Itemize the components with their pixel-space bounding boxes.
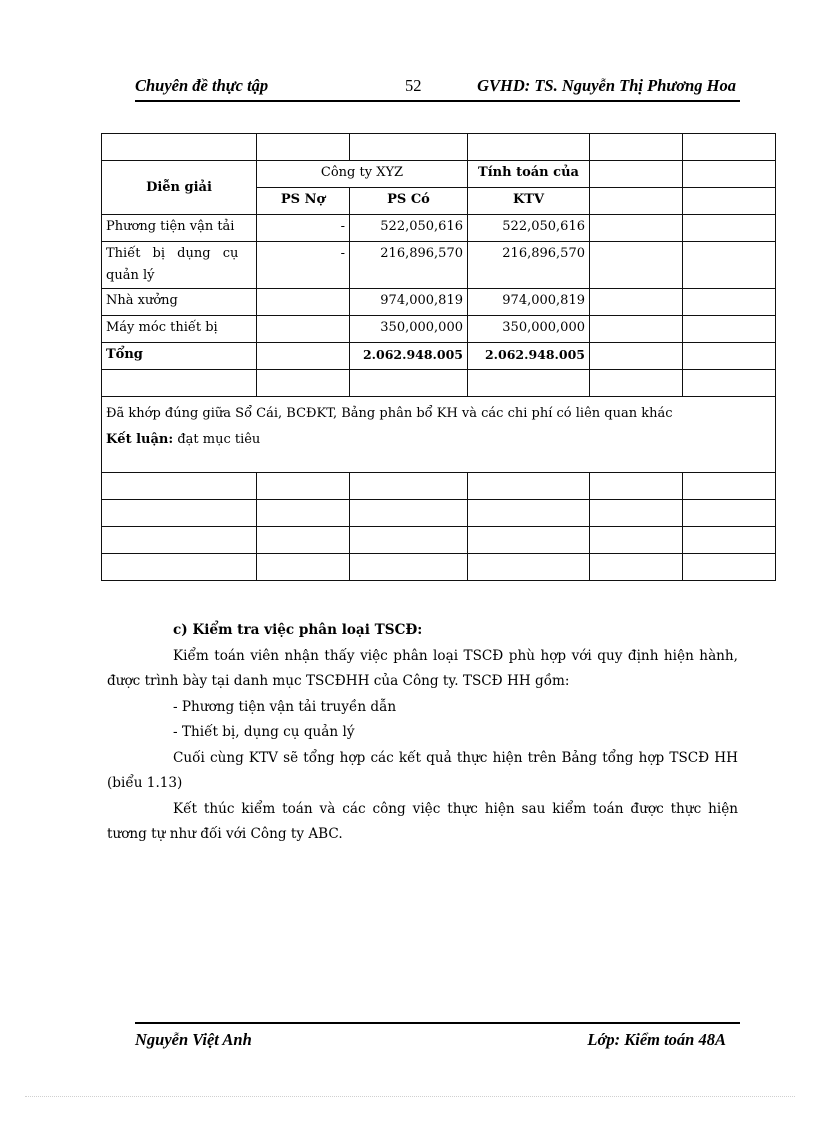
row-ps-co: 216,896,570: [350, 242, 468, 289]
col-header-ps-co: PS Có: [350, 188, 468, 215]
row-desc: [102, 242, 257, 289]
header-title: Chuyên đề thực tập: [135, 76, 269, 95]
row-ps-co: 350,000,000: [350, 316, 468, 343]
col-header-ps-no: PS Nợ: [257, 188, 350, 215]
paragraph: Kiểm toán viên nhận thấy việc phân loại TSCĐ phù hợp với quy định hiện hành, được trình bày tại danh mục TSCĐHH của Công ty. TSCĐ HH gồm:: [107, 647, 738, 689]
row-ps-no: -: [257, 215, 350, 242]
row-desc-line-2: quản lý: [106, 268, 155, 283]
page-footer: [135, 1022, 740, 1050]
row-ps-co: 974,000,819: [350, 289, 468, 316]
table-row: [102, 242, 776, 289]
row-ps-no: -: [257, 242, 350, 289]
paragraph: Kết thúc kiểm toán và các công việc thực hiện sau kiểm toán được thực hiện tương tự như đối với Công ty ABC.: [107, 800, 738, 842]
working-paper-table: [101, 133, 775, 568]
table-row: [102, 500, 776, 527]
total-ktv: 2.062.948.005: [468, 343, 590, 370]
body-text: [107, 618, 738, 848]
conclusion-text: đạt mục tiêu: [177, 432, 261, 447]
col-header-ktv-1: Tính toán của: [468, 161, 590, 188]
table-header-row: [102, 161, 776, 188]
page-number: 52: [405, 76, 422, 95]
row-ps-no: [257, 289, 350, 316]
section-heading: c) Kiểm tra việc phân loại TSCĐ:: [173, 622, 423, 638]
paragraph: Cuối cùng KTV sẽ tổng hợp các kết quả thực hiện trên Bảng tổng hợp TSCĐ HH (biểu 1.13): [107, 749, 738, 791]
note-row: [102, 397, 776, 473]
page-edge-divider: [25, 1096, 795, 1097]
row-ps-no: [257, 316, 350, 343]
note-cell: [102, 397, 776, 473]
col-header-desc: Diễn giải: [102, 161, 257, 215]
table-row: [102, 134, 776, 161]
row-desc-line-1: Thiết bị dụng cụ: [106, 246, 239, 261]
bullet-item: - Phương tiện vận tải truyền dẫn: [173, 698, 397, 715]
total-ps-co: 2.062.948.005: [350, 343, 468, 370]
row-ktv: 216,896,570: [468, 242, 590, 289]
table-row: [102, 370, 776, 397]
table-row: [102, 215, 776, 242]
row-desc: Nhà xưởng: [102, 289, 257, 316]
table-row: [102, 289, 776, 316]
total-label: Tổng: [102, 343, 257, 370]
page-header: [135, 76, 740, 102]
table-row: [102, 527, 776, 554]
row-ps-co: 522,050,616: [350, 215, 468, 242]
table-row: [102, 473, 776, 500]
col-header-company: Công ty XYZ: [257, 161, 468, 188]
row-ktv: 522,050,616: [468, 215, 590, 242]
row-ktv: 350,000,000: [468, 316, 590, 343]
footer-author: Nguyễn Việt Anh: [135, 1030, 252, 1049]
row-desc: Phương tiện vận tải: [102, 215, 257, 242]
conclusion: [106, 427, 771, 453]
note-text: Đã khớp đúng giữa Sổ Cái, BCĐKT, Bảng phân bổ KH và các chi phí có liên quan khác: [106, 406, 673, 421]
col-header-ktv-2: KTV: [468, 188, 590, 215]
reconciliation-table: [101, 133, 776, 581]
table-row: [102, 316, 776, 343]
row-desc: Máy móc thiết bị: [102, 316, 257, 343]
bullet-item: - Thiết bị, dụng cụ quản lý: [173, 724, 355, 740]
table-row: [102, 554, 776, 581]
row-ktv: 974,000,819: [468, 289, 590, 316]
header-supervisor: GVHD: TS. Nguyễn Thị Phương Hoa: [477, 76, 736, 95]
footer-class: Lớp: Kiểm toán 48A: [587, 1030, 726, 1049]
total-row: [102, 343, 776, 370]
conclusion-label: Kết luận:: [106, 432, 174, 447]
